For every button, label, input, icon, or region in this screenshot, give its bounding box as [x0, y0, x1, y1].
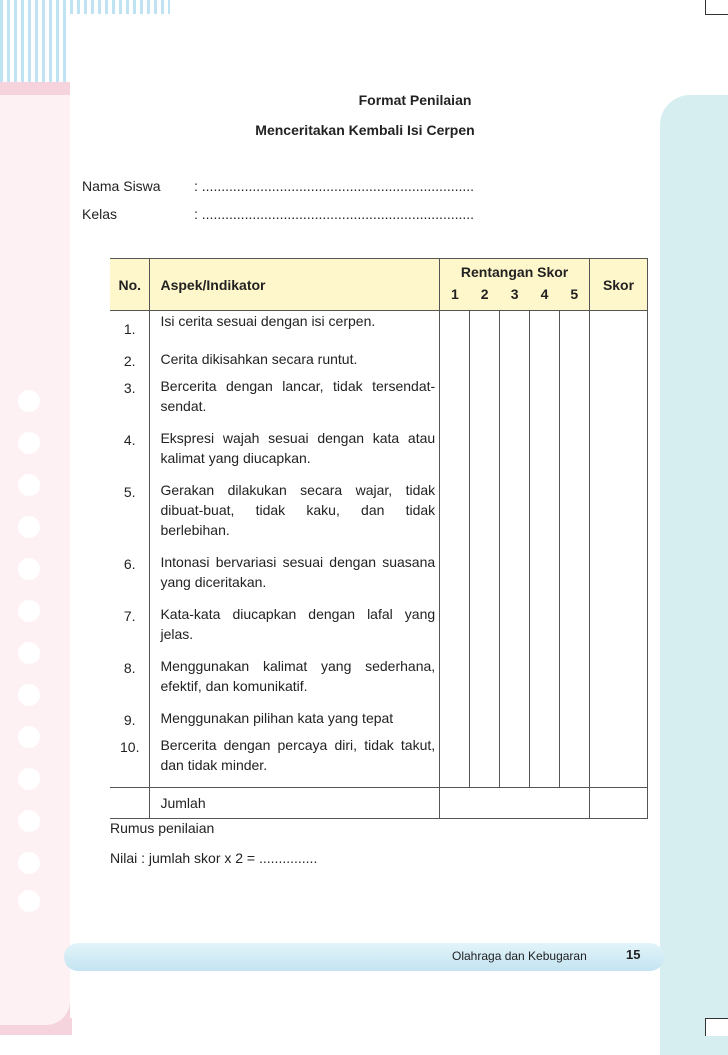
- score-cell[interactable]: [500, 735, 530, 788]
- score-cell[interactable]: [470, 376, 500, 428]
- row-indicator: Kata-kata diucapkan dengan lafal yang jelas.: [150, 604, 440, 656]
- score-cell[interactable]: [470, 311, 500, 350]
- table-row: [110, 349, 648, 376]
- score-cell[interactable]: [560, 735, 590, 788]
- row-indicator: Isi cerita sesuai dengan isi cerpen.: [150, 311, 440, 350]
- row-indicator: Ekspresi wajah sesuai dengan kata atau kalimat yang diucapkan.: [150, 428, 440, 480]
- table-row: [110, 735, 648, 788]
- score-cell[interactable]: [560, 480, 590, 552]
- score-cell[interactable]: [470, 735, 500, 788]
- header-aspek: Aspek/Indikator: [150, 259, 440, 311]
- score-cell[interactable]: [470, 349, 500, 376]
- score-cell[interactable]: [530, 376, 560, 428]
- binder-hole: [18, 432, 40, 454]
- binder-hole: [18, 516, 40, 538]
- skor-cell[interactable]: [590, 708, 648, 735]
- field-kelas: [82, 206, 474, 222]
- row-indicator: Bercerita dengan percaya diri, tidak takut, dan tidak minder.: [150, 735, 440, 788]
- score-cell[interactable]: [500, 604, 530, 656]
- score-cell[interactable]: [500, 480, 530, 552]
- row-number: 9.: [123, 712, 136, 728]
- score-cell[interactable]: [470, 708, 500, 735]
- field-nama-siswa: [82, 178, 474, 194]
- score-cell[interactable]: [500, 552, 530, 604]
- binder-hole: [18, 684, 40, 706]
- score-cell[interactable]: [500, 311, 530, 350]
- row-number: 8.: [123, 660, 136, 676]
- binder-hole: [18, 890, 40, 912]
- row-indicator: Intonasi bervariasi sesuai dengan suasana yang diceritakan.: [150, 552, 440, 604]
- binder-hole: [18, 726, 40, 748]
- score-cell[interactable]: [560, 428, 590, 480]
- score-cell[interactable]: [560, 708, 590, 735]
- rumus-title: Rumus penilaian: [110, 820, 215, 836]
- score-cell[interactable]: [560, 656, 590, 708]
- score-cell[interactable]: [560, 376, 590, 428]
- scale-4: 4: [530, 286, 560, 311]
- total-score-cell[interactable]: [590, 788, 648, 819]
- header-skor: Skor: [590, 259, 648, 311]
- field-label: Kelas: [82, 206, 118, 222]
- score-cell[interactable]: [440, 735, 470, 788]
- score-cell[interactable]: [560, 349, 590, 376]
- row-indicator: Cerita dikisahkan secara runtut.: [150, 349, 440, 376]
- score-cell[interactable]: [470, 656, 500, 708]
- score-cell[interactable]: [470, 604, 500, 656]
- row-number: 2.: [123, 353, 136, 369]
- score-cell[interactable]: [560, 552, 590, 604]
- score-cell[interactable]: [500, 708, 530, 735]
- score-cell[interactable]: [530, 428, 560, 480]
- table-row: [110, 480, 648, 552]
- scale-5: 5: [560, 286, 590, 311]
- page-subtitle: Menceritakan Kembali Isi Cerpen: [255, 122, 475, 138]
- skor-cell[interactable]: [590, 349, 648, 376]
- score-cell[interactable]: [530, 552, 560, 604]
- scale-3: 3: [500, 286, 530, 311]
- score-cell[interactable]: [440, 480, 470, 552]
- row-number: 1.: [123, 321, 136, 337]
- row-indicator: Gerakan dilakukan secara wajar, tidak dibuat-buat, tidak kaku, dan tidak berlebihan.: [150, 480, 440, 552]
- row-number: 10.: [120, 739, 140, 755]
- score-cell[interactable]: [440, 708, 470, 735]
- binder-hole: [18, 600, 40, 622]
- skor-cell[interactable]: [590, 428, 648, 480]
- score-cell[interactable]: [560, 311, 590, 350]
- binder-hole: [18, 768, 40, 790]
- binder-hole: [18, 558, 40, 580]
- binder-hole: [18, 642, 40, 664]
- skor-cell[interactable]: [590, 552, 648, 604]
- scale-2: 2: [470, 286, 500, 311]
- row-number: 5.: [123, 484, 136, 500]
- score-cell[interactable]: [530, 604, 560, 656]
- score-cell[interactable]: [530, 708, 560, 735]
- score-cell[interactable]: [440, 376, 470, 428]
- score-cell[interactable]: [500, 349, 530, 376]
- row-indicator: Menggunakan pilihan kata yang tepat: [150, 708, 440, 735]
- binder-hole: [18, 390, 40, 412]
- score-cell[interactable]: [440, 349, 470, 376]
- score-cell[interactable]: [440, 428, 470, 480]
- table-row: [110, 552, 648, 604]
- right-decor-card: [660, 95, 728, 1055]
- score-cell[interactable]: [440, 552, 470, 604]
- score-cell[interactable]: [470, 480, 500, 552]
- score-cell[interactable]: [470, 428, 500, 480]
- skor-cell[interactable]: [590, 735, 648, 788]
- row-indicator: Menggunakan kalimat yang sederhana, efektif, dan komunikatif.: [150, 656, 440, 708]
- row-number: 4.: [123, 432, 136, 448]
- skor-cell[interactable]: [590, 656, 648, 708]
- row-number: 7.: [123, 608, 136, 624]
- table-row: [110, 376, 648, 428]
- binder-hole: [18, 474, 40, 496]
- table-row: [110, 656, 648, 708]
- table-row: [110, 604, 648, 656]
- row-number: 6.: [123, 556, 136, 572]
- header-no: No.: [110, 259, 150, 311]
- table-row: [110, 708, 648, 735]
- skor-cell[interactable]: [590, 311, 648, 350]
- binder-hole: [18, 852, 40, 874]
- score-cell[interactable]: [500, 428, 530, 480]
- score-cell[interactable]: [530, 480, 560, 552]
- score-cell[interactable]: [530, 311, 560, 350]
- score-cell[interactable]: [470, 552, 500, 604]
- score-cell[interactable]: [440, 656, 470, 708]
- page-title: Format Penilaian: [358, 92, 472, 108]
- field-blank: : ......................................................................: [194, 178, 475, 194]
- total-label: Jumlah: [150, 788, 440, 819]
- field-blank: : ......................................................................: [194, 206, 475, 222]
- row-indicator: Bercerita dengan lancar, tidak tersendat-sendat.: [150, 376, 440, 428]
- binder-hole: [18, 810, 40, 832]
- table-row: [110, 428, 648, 480]
- corner-mark: [705, 1018, 728, 1036]
- field-label: Nama Siswa: [82, 178, 161, 194]
- score-cell[interactable]: [440, 604, 470, 656]
- score-cell[interactable]: [440, 311, 470, 350]
- skor-cell[interactable]: [590, 480, 648, 552]
- row-number: 3.: [123, 380, 136, 396]
- score-cell[interactable]: [500, 656, 530, 708]
- score-cell[interactable]: [530, 349, 560, 376]
- score-cell[interactable]: [500, 376, 530, 428]
- scale-1: 1: [440, 286, 470, 311]
- header-rentangan: Rentangan Skor: [440, 259, 590, 287]
- skor-cell[interactable]: [590, 604, 648, 656]
- score-cell[interactable]: [530, 735, 560, 788]
- corner-mark: [705, 0, 728, 15]
- assessment-table: [110, 258, 648, 819]
- rumus-formula: Nilai : jumlah skor x 2 = ...............: [110, 850, 318, 866]
- skor-cell[interactable]: [590, 376, 648, 428]
- score-cell[interactable]: [560, 604, 590, 656]
- score-cell[interactable]: [530, 656, 560, 708]
- footer-book-title: Olahraga dan Kebugaran: [452, 949, 587, 963]
- page-number: 15: [626, 947, 641, 962]
- table-row: [110, 311, 648, 350]
